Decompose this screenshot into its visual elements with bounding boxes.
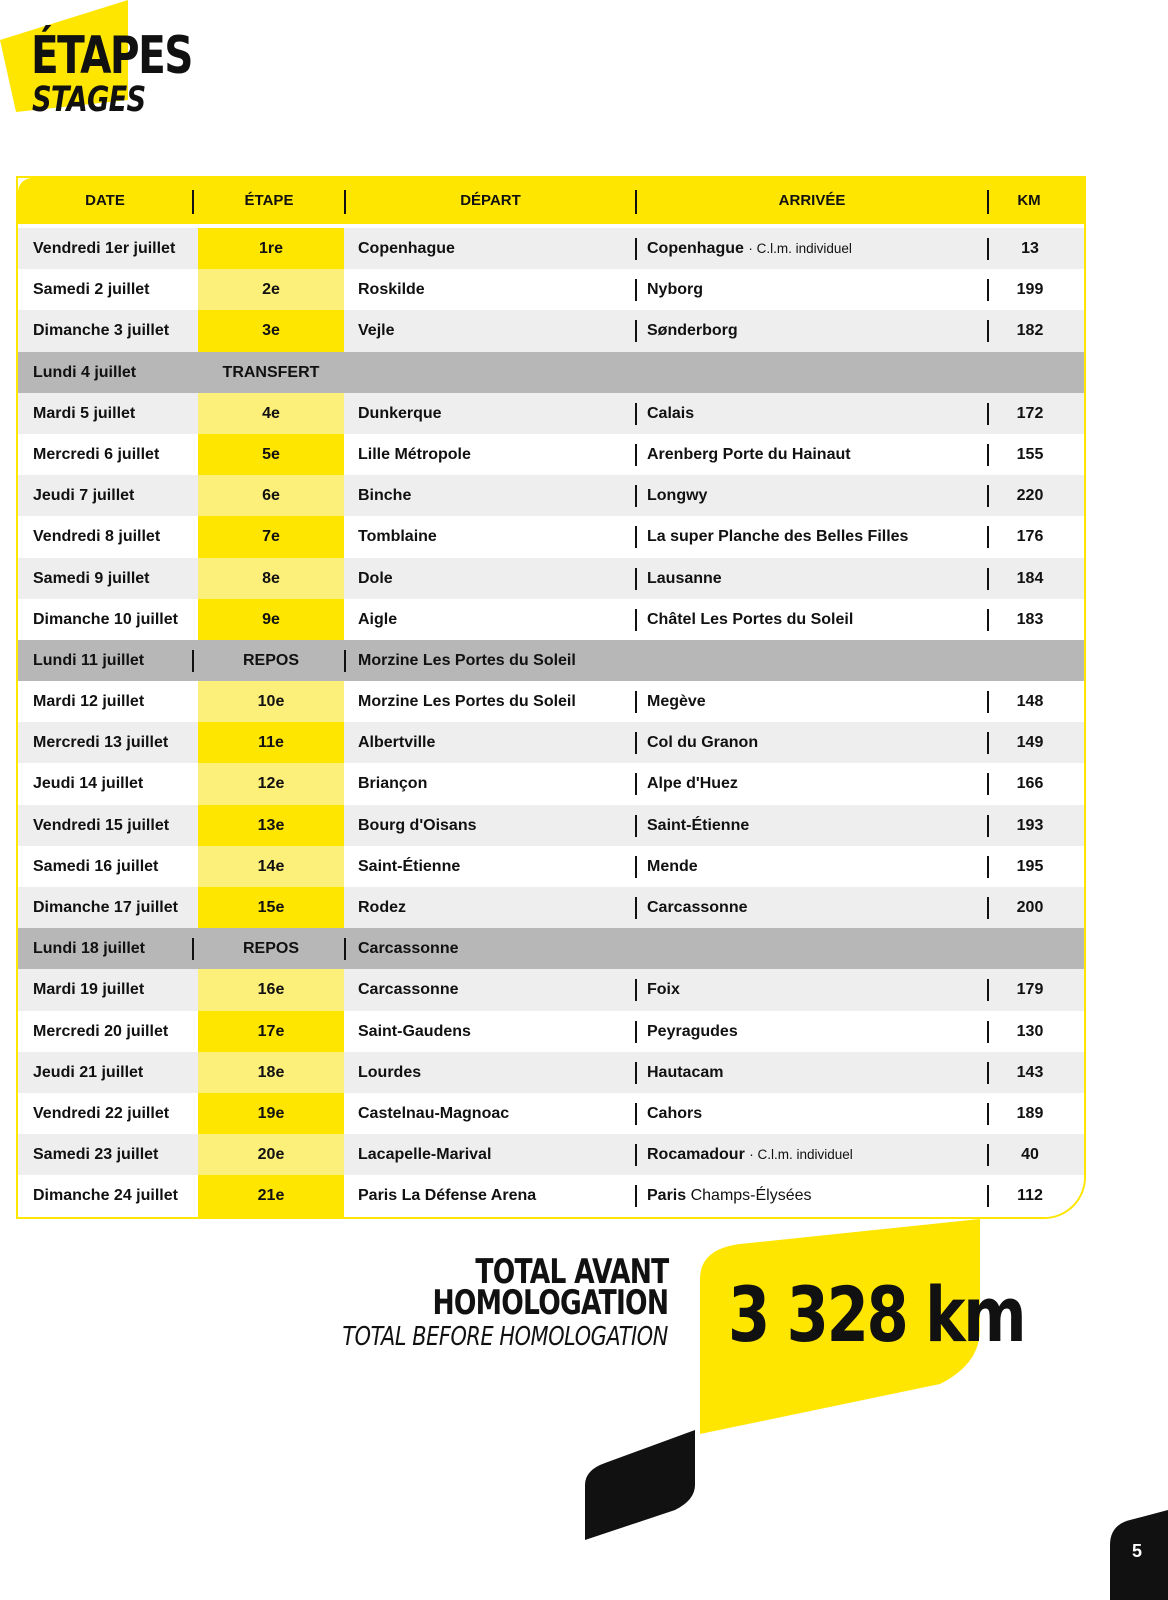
stage-date: Mercredi 20 juillet	[33, 1022, 169, 1040]
column-divider	[635, 279, 637, 301]
stage-departure: Lacapelle-Marival	[358, 1146, 492, 1164]
arrival-city: Cahors	[647, 1104, 703, 1122]
column-divider	[987, 732, 989, 754]
stage-type-note: · C.l.m. individuel	[749, 1147, 853, 1163]
stage-date: Lundi 4 juillet	[33, 363, 137, 381]
stage-departure: Albertville	[358, 734, 436, 752]
column-divider	[635, 1185, 637, 1207]
table-row	[18, 1011, 1086, 1052]
stage-arrival	[647, 558, 722, 599]
table-row	[18, 558, 1086, 599]
stage-arrival	[647, 722, 758, 763]
stage-number: 14e	[257, 857, 285, 875]
stage-departure: Bourg d'Oisans	[358, 816, 477, 834]
total-label-line1: TOTAL AVANT	[474, 1252, 668, 1292]
arrival-city: Hautacam	[647, 1063, 724, 1081]
stage-number: REPOS	[242, 940, 299, 958]
arrival-city: Megève	[647, 693, 706, 711]
arrival-city: Peyragudes	[647, 1022, 738, 1040]
column-divider	[635, 1021, 637, 1043]
column-divider	[987, 238, 989, 260]
table-row	[18, 1134, 1086, 1175]
stage-number: 2e	[262, 281, 280, 299]
column-divider	[192, 938, 194, 960]
stage-distance: 149	[1016, 734, 1044, 752]
stage-departure: Dole	[358, 569, 393, 587]
stage-arrival	[647, 599, 853, 640]
stage-distance: 130	[1016, 1022, 1044, 1040]
column-divider	[344, 650, 346, 672]
table-row	[18, 434, 1086, 475]
stage-date: Lundi 18 juillet	[33, 940, 146, 958]
column-divider	[987, 1103, 989, 1125]
stage-arrival	[647, 310, 738, 351]
stage-number: 6e	[262, 487, 280, 505]
total-label-line2: HOMOLOGATION	[432, 1283, 668, 1323]
column-divider	[635, 444, 637, 466]
arrival-city: Foix	[647, 981, 680, 999]
stage-number: 20e	[257, 1146, 285, 1164]
stage-distance: 184	[1016, 569, 1044, 587]
stage-number: 8e	[262, 569, 280, 587]
stage-arrival	[647, 1052, 723, 1093]
column-divider	[987, 979, 989, 1001]
table-row	[18, 475, 1086, 516]
stages-table	[16, 176, 1086, 1219]
stage-departure: Tomblaine	[358, 528, 437, 546]
stage-date: Vendredi 8 juillet	[33, 528, 161, 546]
stage-date: Vendredi 22 juillet	[33, 1104, 170, 1122]
table-row	[18, 1175, 1086, 1216]
arrival-city: Saint-Étienne	[647, 816, 750, 834]
stage-arrival	[647, 681, 706, 722]
column-divider	[987, 526, 989, 548]
rest-day-location: Morzine Les Portes du Soleil	[358, 651, 576, 669]
arrival-city: Lausanne	[647, 569, 722, 587]
table-row	[18, 722, 1086, 763]
stage-number: 3e	[262, 322, 280, 340]
column-divider	[987, 1062, 989, 1084]
stage-distance: 193	[1016, 816, 1044, 834]
stage-date: Dimanche 10 juillet	[33, 610, 178, 628]
stage-type-note: · C.l.m. individuel	[748, 241, 852, 256]
table-row	[18, 1093, 1086, 1134]
stage-arrival	[647, 475, 707, 516]
stage-departure: Briançon	[358, 775, 428, 793]
stage-distance: 199	[1016, 281, 1044, 299]
decorative-black-shape	[585, 1430, 695, 1550]
column-divider	[635, 815, 637, 837]
total-label-english: TOTAL BEFORE HOMOLOGATION	[342, 1322, 668, 1352]
column-header-departure: DÉPART	[460, 192, 521, 209]
stage-number: 13e	[257, 816, 285, 834]
stage-distance: 195	[1016, 857, 1044, 875]
column-divider	[987, 897, 989, 919]
arrival-city: Copenhague	[647, 240, 744, 257]
stage-number: 16e	[257, 981, 285, 999]
table-row	[18, 599, 1086, 640]
column-header-arrival: ARRIVÉE	[778, 192, 846, 209]
stage-number: 9e	[262, 610, 280, 628]
stage-arrival	[647, 516, 908, 557]
column-divider	[987, 1185, 989, 1207]
table-row	[18, 969, 1086, 1010]
stage-distance: 155	[1016, 445, 1044, 463]
table-row-rest-day	[18, 928, 1086, 969]
stage-number: 12e	[257, 775, 285, 793]
column-divider	[987, 609, 989, 631]
stage-date: Samedi 16 juillet	[33, 857, 159, 875]
stage-date: Samedi 23 juillet	[33, 1146, 159, 1164]
stage-arrival	[647, 434, 851, 475]
stage-distance: 179	[1016, 981, 1044, 999]
stage-distance: 220	[1016, 487, 1044, 505]
table-row-rest-day	[18, 640, 1086, 681]
table-row	[18, 228, 1086, 269]
stage-arrival	[647, 269, 703, 310]
rest-day-location: Carcassonne	[358, 940, 459, 958]
stage-departure: Paris La Défense Arena	[358, 1187, 537, 1205]
stage-number: 18e	[257, 1063, 285, 1081]
column-divider	[635, 238, 637, 260]
stage-departure: Vejle	[358, 322, 395, 340]
stage-date: Dimanche 17 juillet	[33, 899, 178, 916]
stage-distance: 183	[1016, 610, 1044, 628]
column-divider	[987, 856, 989, 878]
arrival-extra: Champs-Élysées	[690, 1187, 812, 1205]
stage-departure: Aigle	[358, 610, 398, 628]
column-divider	[987, 815, 989, 837]
stage-date: Vendredi 1er juillet	[33, 240, 176, 257]
stage-number: 17e	[257, 1022, 285, 1040]
column-divider	[635, 691, 637, 713]
column-divider	[635, 1144, 637, 1166]
stage-number: 21e	[257, 1187, 285, 1205]
arrival-city: Sønderborg	[647, 322, 738, 340]
column-divider	[635, 773, 637, 795]
arrival-city: Paris	[647, 1187, 687, 1205]
stage-date: Jeudi 14 juillet	[33, 775, 144, 793]
column-divider	[987, 773, 989, 795]
stage-distance: 13	[1021, 240, 1039, 257]
stage-date: Mardi 19 juillet	[33, 981, 145, 999]
stage-departure: Dunkerque	[358, 404, 442, 422]
stage-arrival	[647, 1093, 702, 1134]
stage-date: Jeudi 7 juillet	[33, 487, 135, 505]
arrival-city: Col du Granon	[647, 734, 759, 752]
column-divider	[635, 609, 637, 631]
stage-arrival	[647, 763, 738, 804]
stage-date: Mardi 5 juillet	[33, 404, 136, 422]
stage-date: Mercredi 6 juillet	[33, 445, 160, 463]
stage-number: 1re	[258, 240, 284, 257]
arrival-city: Rocamadour	[647, 1146, 745, 1164]
column-divider	[635, 1103, 637, 1125]
stage-departure: Carcassonne	[358, 981, 459, 999]
arrival-city: Alpe d'Huez	[647, 775, 738, 793]
stage-departure: Morzine Les Portes du Soleil	[358, 693, 576, 711]
stage-distance: 182	[1016, 322, 1044, 340]
stage-arrival	[647, 393, 694, 434]
table-row	[18, 763, 1086, 804]
column-divider	[987, 444, 989, 466]
stage-number: 7e	[262, 528, 280, 546]
column-divider	[344, 938, 346, 960]
column-divider	[635, 856, 637, 878]
stage-date: Dimanche 24 juillet	[33, 1187, 178, 1205]
stage-distance: 189	[1016, 1104, 1044, 1122]
column-header-km: KM	[1017, 192, 1041, 209]
stage-number: 4e	[262, 404, 280, 422]
column-header-date: DATE	[85, 192, 125, 209]
stage-distance: 172	[1016, 404, 1044, 422]
arrival-city: Longwy	[647, 487, 708, 505]
stage-arrival	[647, 969, 680, 1010]
stage-date: Mercredi 13 juillet	[33, 734, 169, 752]
stage-departure: Castelnau-Magnoac	[358, 1104, 510, 1122]
column-divider	[987, 279, 989, 301]
stage-departure: Saint-Gaudens	[358, 1022, 471, 1040]
page-number: 5	[1132, 1541, 1143, 1561]
column-divider	[987, 320, 989, 342]
page-subtitle: STAGES	[32, 80, 146, 120]
stage-date: Vendredi 15 juillet	[33, 816, 170, 834]
stage-arrival	[647, 887, 748, 928]
stage-date: Samedi 2 juillet	[33, 281, 150, 299]
table-row	[18, 805, 1086, 846]
table-body	[18, 228, 1086, 1217]
stage-date: Lundi 11 juillet	[33, 651, 145, 669]
stage-distance: 200	[1016, 899, 1044, 916]
stage-departure: Copenhague	[358, 240, 455, 257]
arrival-city: Nyborg	[647, 281, 703, 299]
stage-date: Dimanche 3 juillet	[33, 322, 170, 340]
stage-number: 15e	[257, 899, 285, 916]
arrival-city: Calais	[647, 404, 695, 422]
column-divider	[635, 1062, 637, 1084]
stage-number: 5e	[262, 445, 280, 463]
column-divider	[635, 320, 637, 342]
column-divider	[987, 1021, 989, 1043]
table-row	[18, 681, 1086, 722]
page-title: ÉTAPES	[31, 26, 192, 86]
table-row-rest-day	[18, 352, 1086, 393]
column-divider	[987, 1144, 989, 1166]
table-row	[18, 516, 1086, 557]
table-header	[18, 178, 1086, 224]
stage-departure: Saint-Étienne	[358, 857, 461, 875]
stage-arrival	[647, 1011, 738, 1052]
stage-departure: Rodez	[358, 899, 406, 916]
table-row	[18, 269, 1086, 310]
arrival-city: La super Planche des Belles Filles	[647, 528, 909, 546]
stage-arrival	[647, 805, 749, 846]
stage-departure: Lourdes	[358, 1063, 422, 1081]
stage-arrival	[647, 228, 852, 269]
column-divider	[635, 897, 637, 919]
stage-date: Jeudi 21 juillet	[33, 1063, 144, 1081]
table-row	[18, 310, 1086, 351]
stage-distance: 148	[1016, 693, 1044, 711]
stage-number: REPOS	[242, 651, 299, 669]
total-distance: 3 328 km	[728, 1270, 1025, 1359]
stage-departure: Binche	[358, 487, 412, 505]
column-divider	[987, 403, 989, 425]
column-divider	[987, 691, 989, 713]
column-divider	[635, 732, 637, 754]
stage-arrival	[647, 846, 698, 887]
stage-number: 11e	[258, 734, 284, 752]
table-row	[18, 393, 1086, 434]
stage-number: 10e	[257, 693, 285, 711]
stage-distance: 143	[1016, 1063, 1044, 1081]
stage-departure: Lille Métropole	[358, 445, 471, 463]
stage-distance: 176	[1016, 528, 1044, 546]
table-row	[18, 887, 1086, 928]
column-divider	[987, 485, 989, 507]
table-row	[18, 846, 1086, 887]
stage-date: Mardi 12 juillet	[33, 693, 145, 711]
column-divider	[635, 485, 637, 507]
stage-distance: 166	[1016, 775, 1044, 793]
column-divider	[635, 526, 637, 548]
stage-number: TRANSFERT	[222, 363, 320, 381]
arrival-city: Mende	[647, 857, 698, 875]
column-divider	[987, 568, 989, 590]
table-row	[18, 1052, 1086, 1093]
column-divider	[635, 979, 637, 1001]
stage-date: Samedi 9 juillet	[33, 569, 150, 587]
arrival-city: Arenberg Porte du Hainaut	[647, 445, 851, 463]
column-divider	[635, 403, 637, 425]
arrival-city: Châtel Les Portes du Soleil	[647, 610, 854, 628]
arrival-city: Carcassonne	[647, 899, 748, 916]
column-divider	[192, 650, 194, 672]
stage-arrival	[647, 1134, 853, 1175]
stage-distance: 40	[1021, 1146, 1039, 1164]
stage-arrival	[647, 1175, 812, 1216]
stage-distance: 112	[1017, 1187, 1043, 1205]
stage-departure: Roskilde	[358, 281, 425, 299]
stage-number: 19e	[257, 1104, 285, 1122]
column-divider	[635, 568, 637, 590]
column-header-stage: ÉTAPE	[244, 192, 294, 209]
